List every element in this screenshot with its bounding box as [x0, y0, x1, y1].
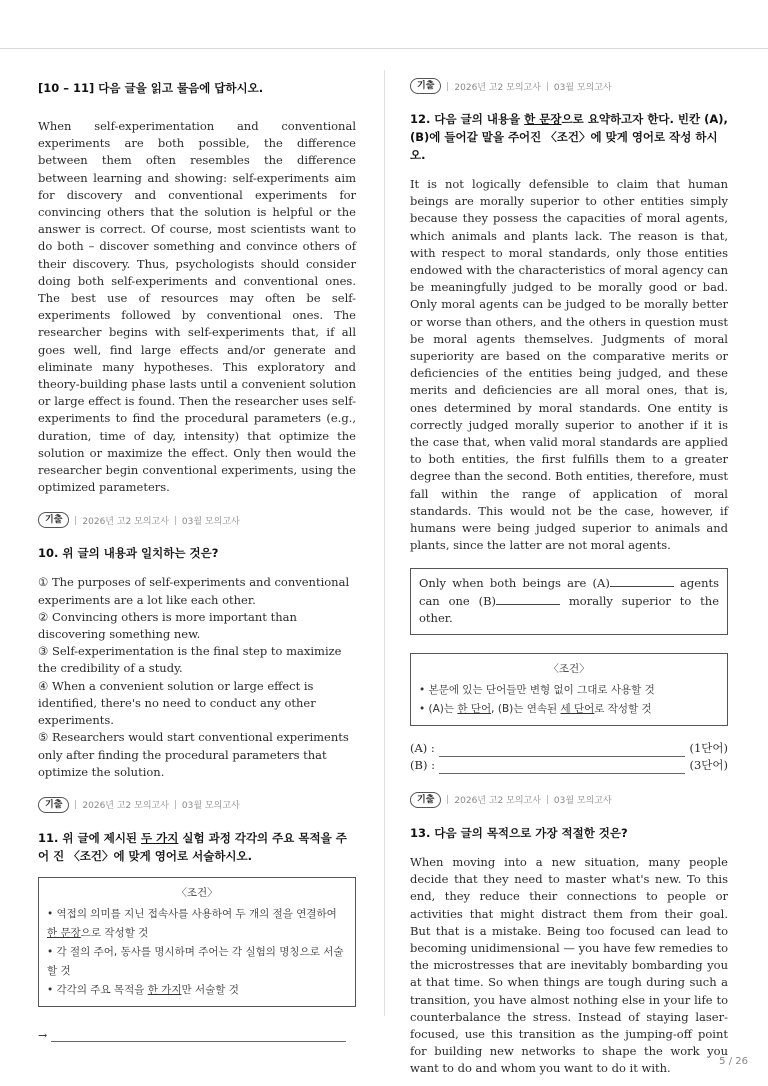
conditions-title: 〈조건〉	[176, 886, 218, 899]
separator	[75, 516, 76, 525]
separator	[75, 800, 76, 809]
q11-source	[38, 797, 356, 813]
passage-12: It is not logically defensible to claim that human beings are morally superior to other entities simply because they possess the capacities of moral agents, which animals and plants lack. The reason is that, with respect to moral standards, only those entities endowed with the characteristics of moral agency can be meaningfully judged to be morally good or bad. Only moral agents can be judged to be morally better or worse than others, and the others in question must be moral agents themselves. Judgments of moral superiority are based on the comparative merits or deficiencies of the entities being judged, and these merits and deficiencies are all moral ones, that is, ones determined by moral standards. One entity is correctly judged morally superior to another if it is the case that, when valid moral standards are applied to both entities, the first fulfills them to a greater degree than the second. Both entities, therefore, must fall within the range of application of moral standards. This would not be the case, however, if humans were being judged superior to animals and plants, since the latter are not moral agents.	[410, 177, 728, 553]
question-11-answer-line[interactable]	[38, 1029, 356, 1042]
separator	[447, 795, 448, 804]
source-year: 2026년 고2 모의고사	[454, 796, 541, 807]
past-exam-badge: 기출	[38, 512, 69, 528]
column-divider	[384, 70, 385, 1016]
separator	[175, 516, 176, 525]
passage-10-11: When self-experimentation and conventional experiments are both possible, the difference between them often resembles the difference between learning and showing: self-experiments aim for discovery and conventional experiments for convincing others that the solution is helpful or the answer is correct. Of course, most scientists want to do both – discover something and convince others of their discovery. Thus, psychologists should consider doing both self-experiments and conventional ones. The best use of resources may often be self-experiments followed by conventional ones. The researcher begins with self-experiments that, if all goes well, find large effects and/or generate and eliminate many hypotheses. This exploratory and theory-building phase lasts until a convenient solution or large effect is found. Then the researcher uses self-experiments to find the procedural parameters (e.g., duration, time of day, intensity) that optimize the solution or maximize the effect. Only then would the researcher begin conventional experiments, using the optimized parameters.	[38, 119, 356, 495]
source-year: 2026년 고2 모의고사	[82, 516, 169, 527]
choice-5: ⑤ Researchers would start conventional experiments only after finding the procedural parameters that optimize the solution.	[38, 730, 349, 779]
source-year: 2026년 고2 모의고사	[82, 801, 169, 812]
choice-4: ④ When a convenient solution or large effect is identified, there's no need to conduct any other experiments.	[38, 678, 316, 728]
set-heading: [10 – 11] 다음 글을 읽고 물음에 답하시오.	[38, 81, 264, 95]
separator	[547, 82, 548, 91]
q13-source	[410, 792, 728, 808]
arrow-icon: →	[38, 1028, 48, 1042]
question-10-choices	[38, 574, 356, 780]
past-exam-badge: 기출	[410, 78, 441, 94]
summary-box: Only when both beings are (A) agents can one (B) morally superior to the other.	[410, 568, 728, 635]
separator	[447, 82, 448, 91]
question-11-title: 11. 위 글에 제시된 두 가지 실험 과정 각각의 주요 목적을 주어 진 〈조건〉에 맞게 영어로 서술하시오.	[38, 830, 347, 863]
choice-2: ② Convincing others is more important than discovering something new.	[38, 609, 297, 642]
answer-b-row[interactable]: (B) : (3단어)	[410, 757, 728, 772]
condition-1: • 역접의 의미를 지닌 접속사를 사용하여 두 개의 절을 연결하여 한 문장으로 작성할 것	[47, 907, 337, 939]
question-12-answers	[410, 740, 728, 774]
question-10-title: 10. 위 글의 내용과 일치하는 것은?	[38, 546, 219, 561]
condition-2: • 각 절의 주어, 동사를 명시하며 주어는 각 실험의 명칭으로 서술할 것	[47, 945, 344, 977]
passage-13: When moving into a new situation, many people decide that they need to master what's new. To this end, they reduce their connections to people or activities that might distract them from their goal. But that is a mistake. Being too focused can lead to becoming unidimensional — you have few remedies to the microstresses that are inevitably bombarding you at that time. So when things are tough during such a transition, you have almost nothing else in your life to counterbalance the stress. Instead of staying laser-focused, use this transition as the jumping-off point for building new networks to shape the work you want to do and whom you want to do it with.	[410, 854, 728, 1076]
source-month: 03월 모의고사	[553, 82, 612, 93]
page-number: 5 / 26	[719, 1056, 748, 1067]
question-12-conditions	[410, 653, 728, 726]
left-column	[38, 76, 356, 1042]
question-12-title: 12. 다음 글의 내용을 한 문장으로 요약하고자 한다. 빈칸 (A), (B)에 들어갈 말을 주어진 〈조건〉에 맞게 영어로 작성 하시오.	[410, 112, 728, 162]
condition-3: • 각각의 주요 목적을 한 가지만 서술할 것	[47, 983, 239, 996]
header-rule	[0, 48, 768, 49]
source-month: 03월 모의고사	[553, 796, 612, 807]
conditions-title: 〈조건〉	[548, 662, 590, 675]
choice-3: ③ Self-experimentation is the final step to maximize the credibility of a study.	[38, 644, 342, 676]
question-13-title: 13. 다음 글의 목적으로 가장 적절한 것은?	[410, 825, 628, 840]
answer-a-row[interactable]: (A) : (1단어)	[410, 740, 728, 755]
question-11-conditions	[38, 877, 356, 1007]
blank-a	[610, 577, 674, 587]
past-exam-badge: 기출	[410, 792, 441, 808]
past-exam-badge: 기출	[38, 797, 69, 813]
source-year: 2026년 고2 모의고사	[454, 82, 541, 93]
q12-source	[410, 78, 728, 94]
condition-2: • (A)는 한 단어, (B)는 연속된 세 단어로 작성할 것	[419, 702, 652, 715]
answer-rule	[51, 1032, 346, 1042]
source-month: 03월 모의고사	[181, 516, 240, 527]
right-column	[410, 78, 728, 1078]
q10-source	[38, 512, 356, 528]
condition-1: • 본문에 있는 단어들만 변형 없이 그대로 사용할 것	[419, 683, 655, 696]
source-month: 03월 모의고사	[181, 801, 240, 812]
separator	[547, 795, 548, 804]
blank-b	[496, 595, 560, 605]
separator	[175, 800, 176, 809]
choice-1: ① The purposes of self-experiments and conventional experiments are a lot like each other.	[38, 575, 350, 607]
